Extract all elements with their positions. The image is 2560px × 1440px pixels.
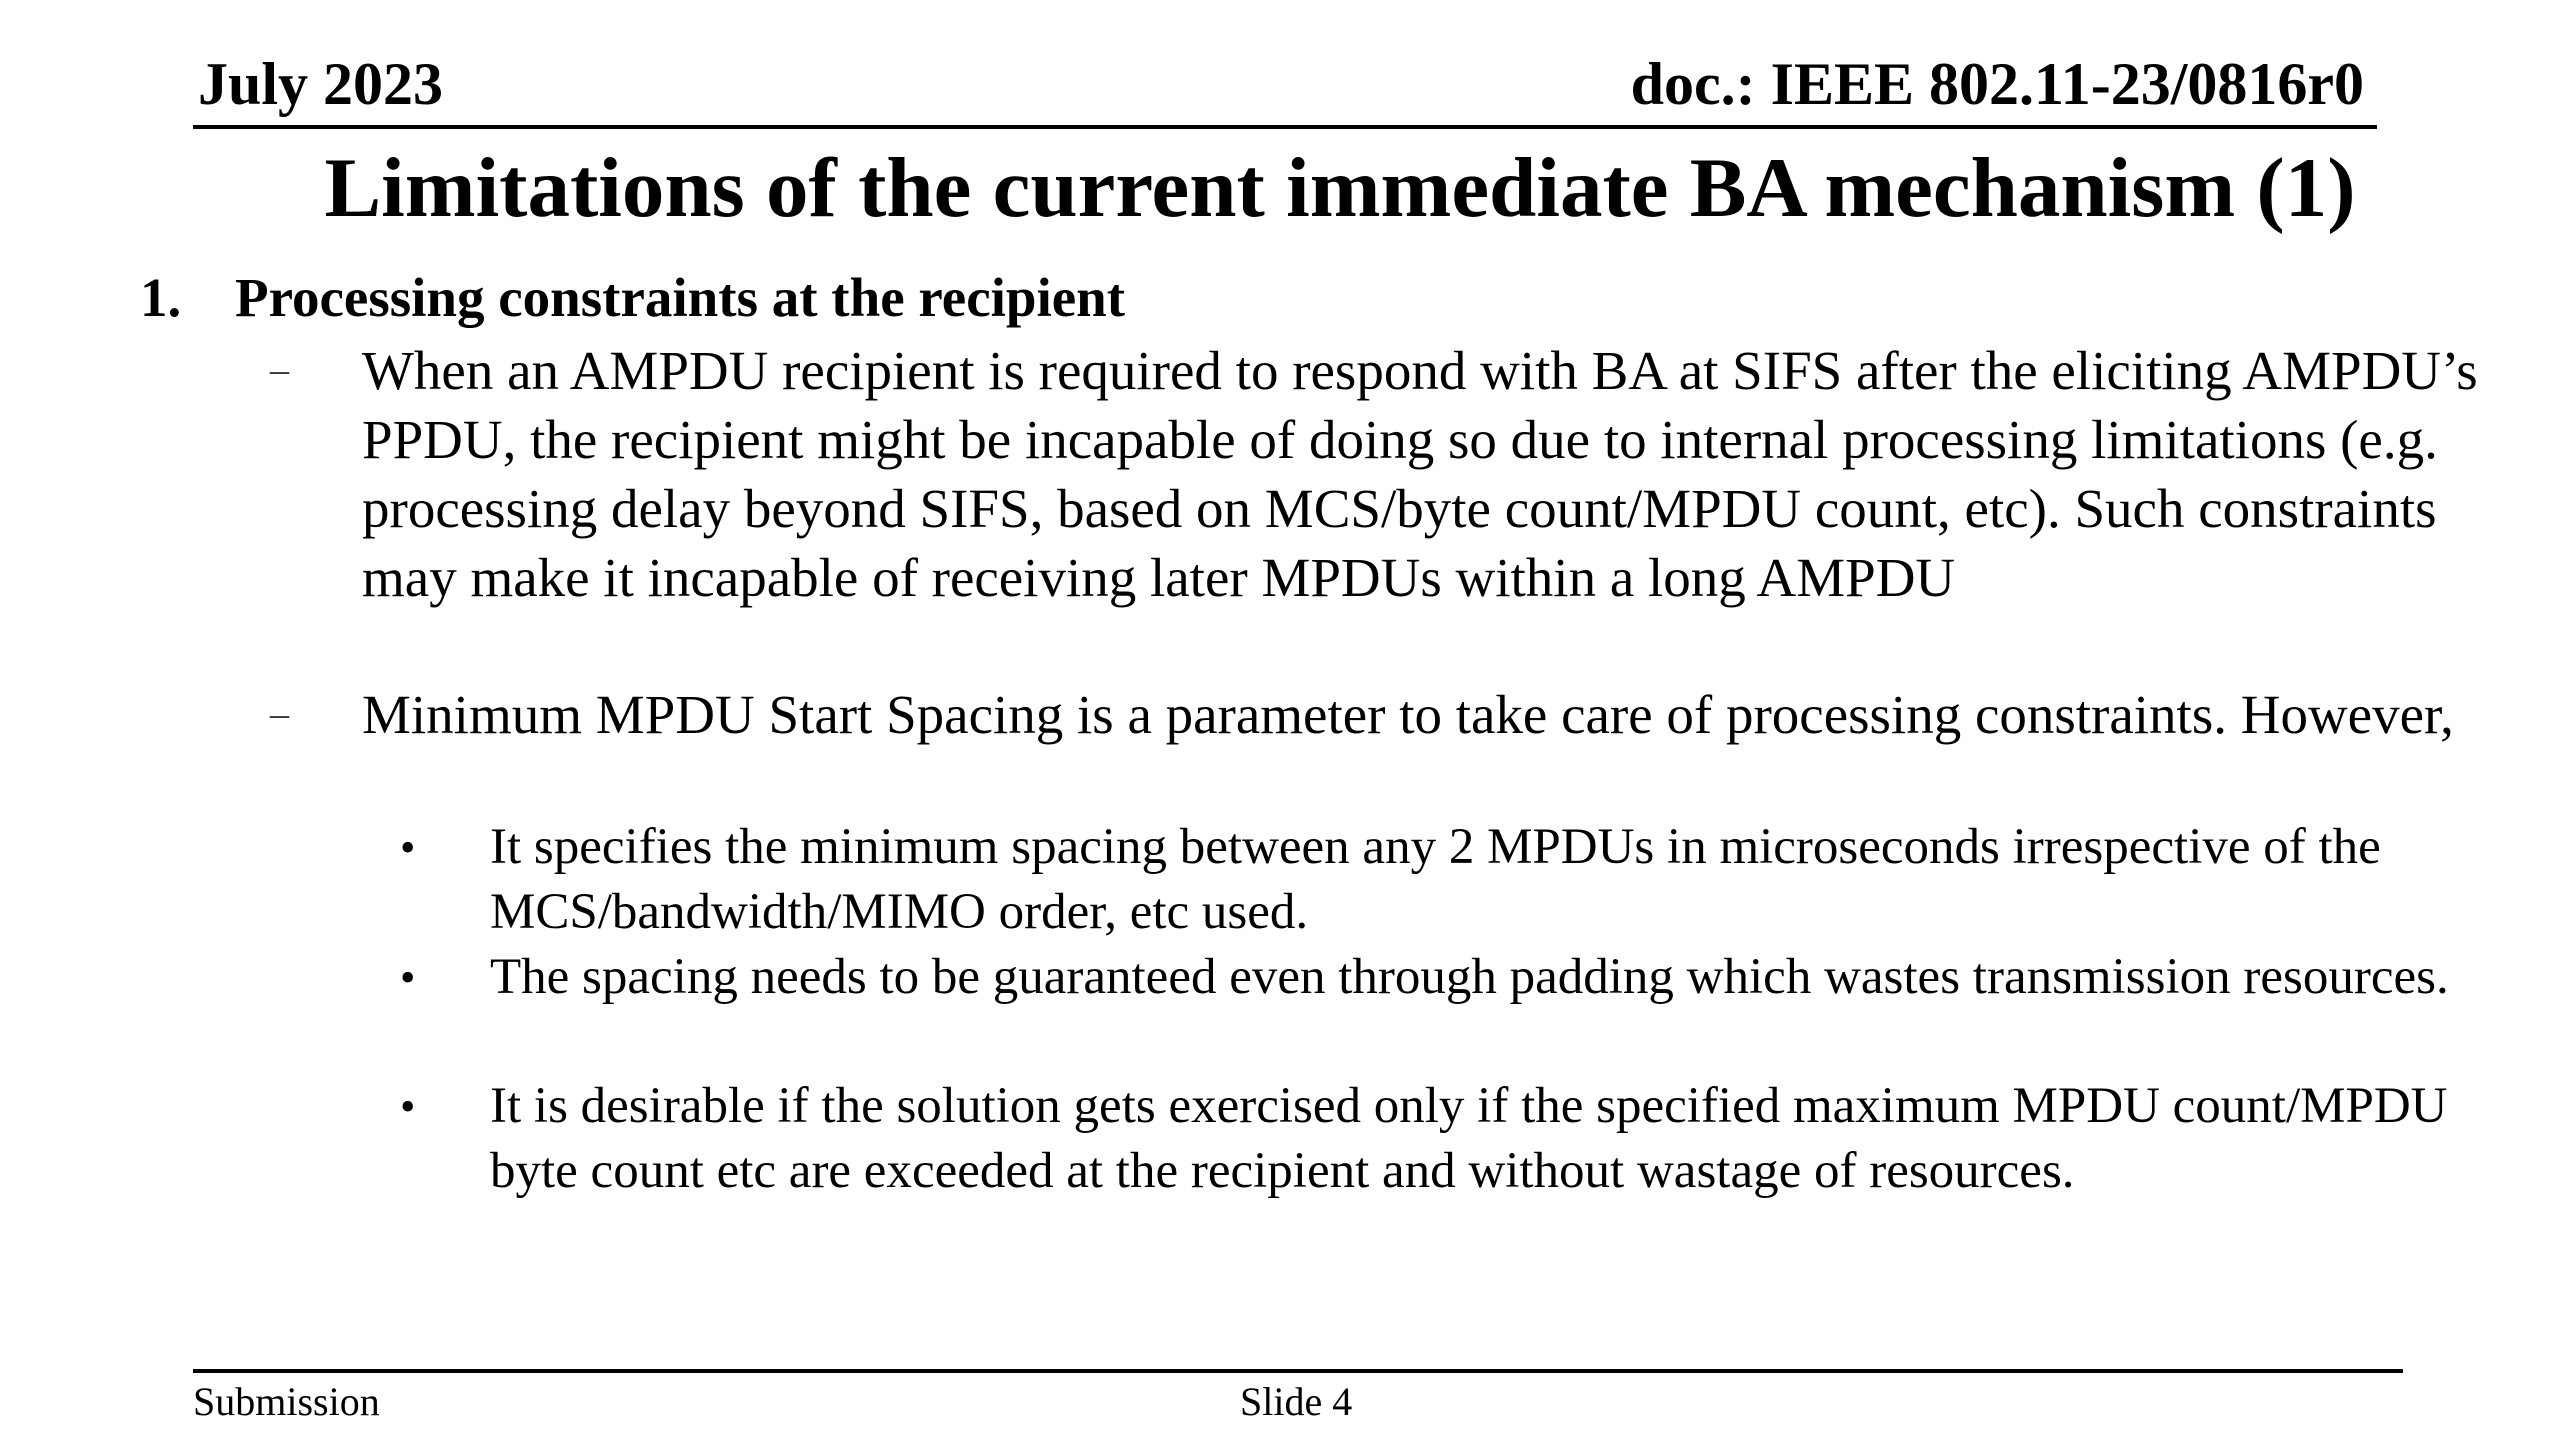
- dash-marker: –: [270, 693, 289, 735]
- sub-item-text: Minimum MPDU Start Spacing is a parameter to take care of processing constraints. However,: [362, 684, 2454, 745]
- footer-slide-number: Slide 4: [1240, 1379, 1353, 1424]
- header-divider: [193, 125, 2377, 129]
- slide-title: Limitations of the current immediate BA mechanism (1): [324, 141, 2356, 235]
- sub-item-2: [270, 680, 2502, 749]
- list-number: 1.: [140, 267, 182, 328]
- bullet-text: The spacing needs to be guaranteed even through padding which wastes transmission resources.: [490, 949, 2449, 1005]
- bullet-text: It specifies the minimum spacing between any 2 MPDUs in microseconds irrespective of the MCS/bandwidth/MIMO order, etc used.: [490, 819, 2381, 940]
- bullet-item-1: [400, 815, 2510, 945]
- footer-submission: Submission: [193, 1379, 380, 1424]
- header-doc-id: doc.: IEEE 802.11-23/0816r0: [1630, 51, 2364, 117]
- bullet-text: It is desirable if the solution gets exercised only if the specified maximum MPDU count/MPDU byte count etc are exceeded at the recipient and without wastage of resources.: [490, 1078, 2448, 1199]
- bullet-item-3: [400, 1074, 2510, 1204]
- list-heading: Processing constraints at the recipient: [235, 267, 1126, 328]
- header-date: July 2023: [198, 51, 444, 117]
- bullet-item-2: [400, 945, 2510, 1010]
- bullet-marker: •: [400, 953, 416, 1002]
- bullet-marker: •: [400, 1082, 416, 1131]
- footer-divider: [193, 1369, 2403, 1373]
- sub-item-text: When an AMPDU recipient is required to respond with BA at SIFS after the eliciting AMPDU’s PPDU, the recipient might be incapable of doing so due to internal processing limitations (e.g. processing delay beyond SIFS, based on MCS/byte count/MPDU count, etc). Such constraints may make it incapable of receiving later MPDUs within a long AMPDU: [362, 340, 2478, 608]
- dash-marker: –: [270, 349, 289, 391]
- bullet-marker: •: [400, 823, 416, 872]
- sub-item-1: [270, 336, 2502, 612]
